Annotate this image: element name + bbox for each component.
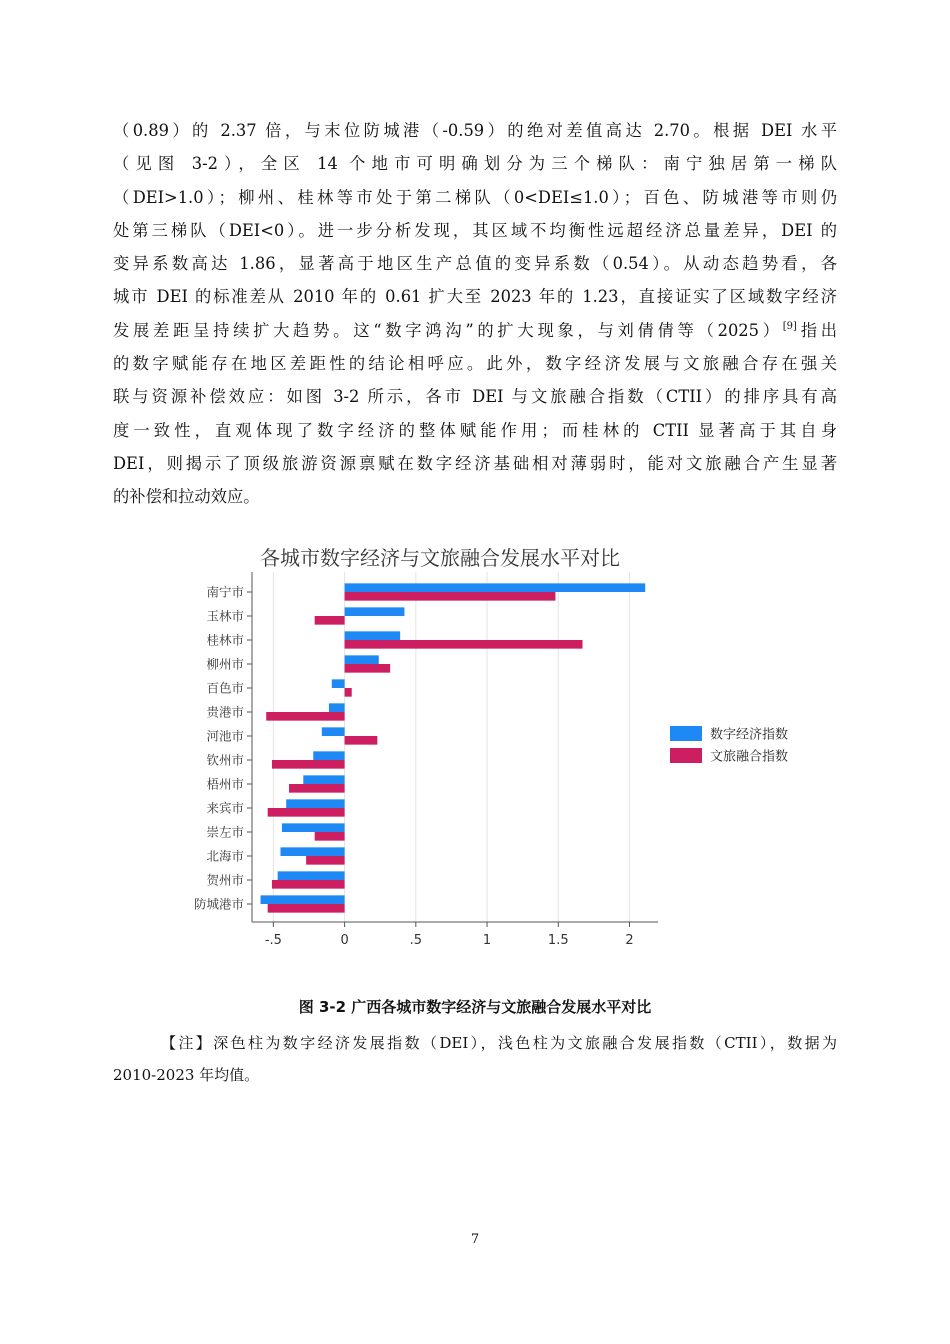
bar bbox=[332, 679, 345, 688]
bar bbox=[272, 760, 345, 769]
figure-note bbox=[113, 1027, 837, 1091]
legend-label: 文旅融合指数 bbox=[710, 749, 789, 765]
page-number: 7 bbox=[470, 1232, 480, 1247]
x-tick-label: 0 bbox=[340, 933, 349, 948]
body-line: 处第三梯队（DEI<0）。进一步分析发现，其区域不均衡性远超经济总量差异，DEI 的 bbox=[113, 220, 837, 240]
bar bbox=[345, 640, 583, 649]
plot-area bbox=[194, 572, 658, 948]
body-line: （DEI>1.0）；柳州、桂林等市处于第二梯队（0<DEI≤1.0）；百色、防城港等市则仍 bbox=[113, 187, 837, 207]
figure-caption: 图 3-2 广西各城市数字经济与文旅融合发展水平对比 bbox=[298, 998, 652, 1016]
body-line: 的补偿和拉动效应。 bbox=[113, 487, 260, 507]
y-tick-label: 河池市 bbox=[206, 728, 244, 744]
bar bbox=[315, 616, 345, 625]
bar bbox=[286, 799, 344, 808]
y-tick-label: 钦州市 bbox=[206, 752, 244, 768]
legend-swatch bbox=[670, 726, 702, 741]
body-line-tail: 指出 bbox=[796, 320, 837, 340]
body-line: 的数字赋能存在地区差距性的结论相呼应。此外，数字经济发展与文旅融合存在强关 bbox=[113, 354, 837, 374]
body-line: 联与资源补偿效应：如图 3-2 所示，各市 DEI 与文旅融合指数（CTII）的排序具有高 bbox=[113, 387, 837, 407]
y-tick-label: 柳州市 bbox=[206, 656, 244, 672]
bar bbox=[345, 655, 379, 664]
bar bbox=[289, 784, 345, 793]
y-tick-label: 北海市 bbox=[206, 848, 244, 864]
bar bbox=[266, 712, 344, 721]
bar bbox=[272, 880, 345, 889]
body-line-text: 发展差距呈持续扩大趋势。这“数字鸿沟”的扩大现象，与刘倩倩等（2025） bbox=[113, 320, 783, 340]
x-tick-label: .5 bbox=[409, 933, 423, 948]
y-tick-label: 来宾市 bbox=[206, 800, 244, 816]
bar bbox=[280, 847, 344, 856]
y-tick-label: 崇左市 bbox=[206, 824, 244, 840]
bar bbox=[322, 727, 345, 736]
legend-swatch bbox=[670, 748, 702, 763]
chart-legend bbox=[670, 726, 788, 765]
y-tick-label: 防城港市 bbox=[193, 896, 244, 912]
y-tick-label: 玉林市 bbox=[206, 608, 244, 624]
y-tick-label: 百色市 bbox=[206, 680, 244, 696]
note-line: 2010-2023 年均值。 bbox=[113, 1066, 260, 1084]
body-line: （见图 3-2），全区 14 个地市可明确划分为三个梯队：南宁独居第一梯队 bbox=[113, 154, 837, 174]
y-tick-label: 南宁市 bbox=[206, 584, 244, 600]
bar bbox=[345, 607, 405, 616]
legend-label: 数字经济指数 bbox=[710, 727, 789, 743]
body-line: （0.89）的 2.37 倍，与末位防城港（-0.59）的绝对差值高达 2.70。根据 DEI 水平 bbox=[113, 121, 837, 140]
x-tick-label: 1 bbox=[482, 933, 492, 948]
body-line: 变异系数高达 1.86，显著高于地区生产总值的变异系数（0.54）。从动态趋势看，各 bbox=[113, 254, 837, 274]
bar bbox=[345, 631, 401, 640]
x-tick-label: 1.5 bbox=[547, 933, 569, 948]
bar bbox=[345, 592, 556, 601]
y-tick-label: 桂林市 bbox=[206, 632, 244, 648]
body-line: 度一致性，直观体现了数字经济的整体赋能作用；而桂林的 CTII 显著高于其自身 bbox=[113, 420, 837, 440]
bar bbox=[315, 832, 345, 841]
x-tick-label: 2 bbox=[625, 933, 634, 948]
bar bbox=[282, 823, 345, 832]
body-line: 城市 DEI 的标准差从 2010 年的 0.61 扩大至 2023 年的 1.23，直接证实了区域数字经济 bbox=[113, 287, 837, 307]
note-line: 【注】深色柱为数字经济发展指数（DEI），浅色柱为文旅融合发展指数（CTII），数据为 bbox=[161, 1034, 837, 1052]
bar bbox=[303, 775, 344, 784]
y-tick-label: 梧州市 bbox=[206, 776, 244, 792]
chart-title: 各城市数字经济与文旅融合发展水平对比 bbox=[260, 546, 620, 570]
y-tick-label: 贺州市 bbox=[206, 872, 244, 888]
x-tick-label: -.5 bbox=[264, 933, 282, 948]
bar bbox=[345, 583, 646, 592]
y-tick-label: 贵港市 bbox=[206, 704, 244, 720]
bar bbox=[345, 664, 391, 673]
body-paragraph bbox=[113, 114, 837, 514]
bar bbox=[345, 736, 378, 745]
citation-ref[interactable]: [9] bbox=[782, 320, 797, 332]
bar bbox=[306, 856, 344, 865]
body-line: DEI，则揭示了顶级旅游资源禀赋在数字经济基础相对薄弱时，能对文旅融合产生显著 bbox=[113, 453, 837, 473]
bar bbox=[329, 703, 345, 712]
bar bbox=[313, 751, 344, 760]
bar bbox=[261, 895, 345, 904]
bar bbox=[268, 904, 345, 913]
bar bbox=[345, 688, 352, 697]
body-line-with-citation bbox=[113, 314, 837, 347]
bar bbox=[268, 808, 345, 817]
bar bbox=[278, 871, 345, 880]
bar-chart bbox=[180, 538, 820, 958]
